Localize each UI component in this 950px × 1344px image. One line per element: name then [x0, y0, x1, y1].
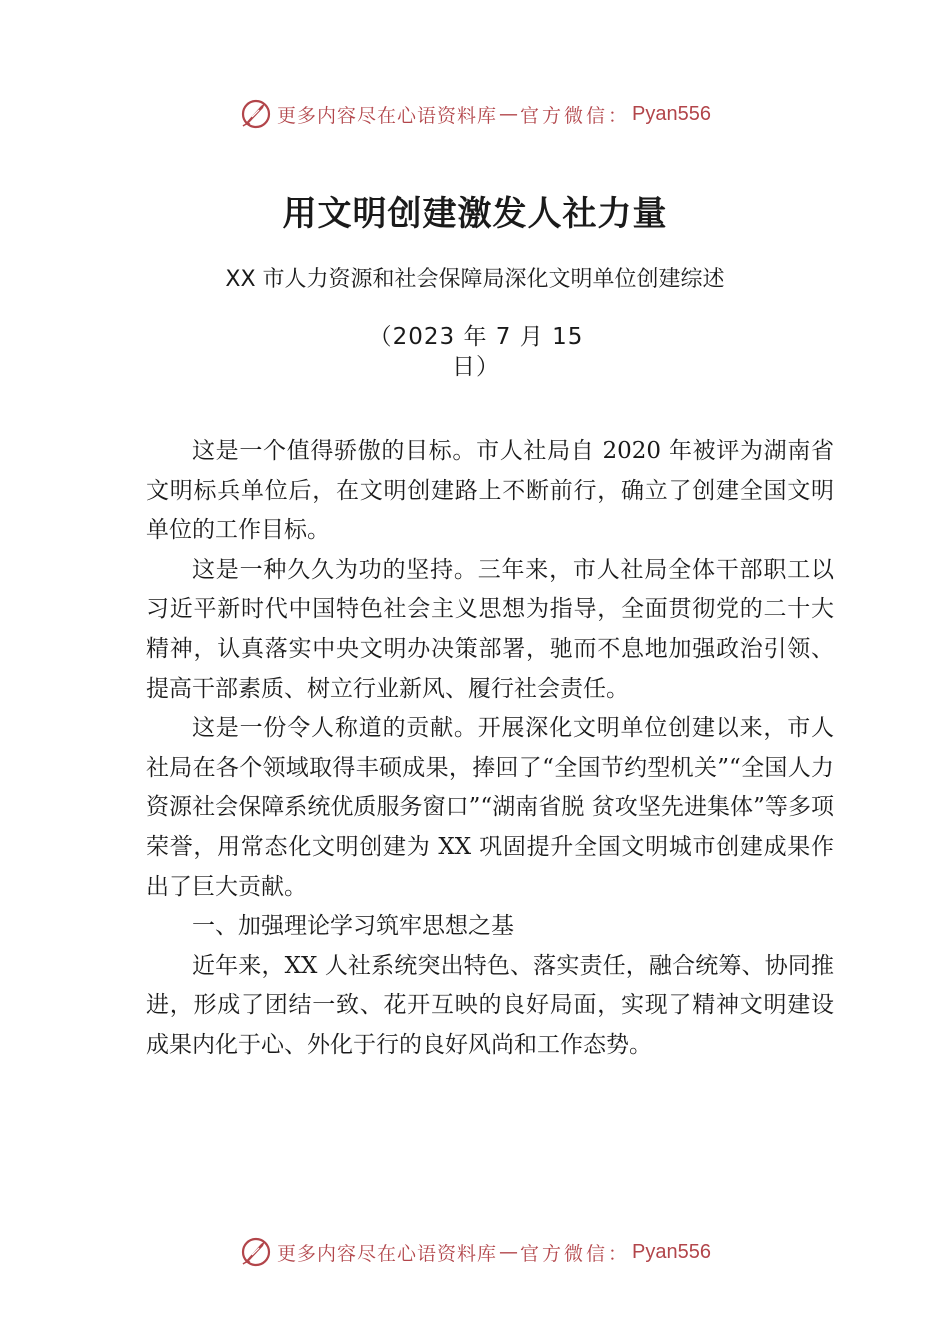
paragraph: 这是一种久久为功的坚持。三年来，市人社局全体干部职工以习近平新时代中国特色社会主义思想为指导，全面贯彻党的二十大精神，认真落实中央文明办决策部署，驰而不息地加强政治引领、提高干部素质、树立行业新风、履行社会责任。 — [146, 556, 834, 702]
watermark-text: 更多内容尽在心语资料库 — [277, 104, 498, 127]
watermark-wechat-label: 官方微信： — [520, 1242, 631, 1265]
document-body — [146, 432, 834, 1066]
watermark-wechat-label: 官方微信： — [520, 104, 631, 127]
watermark-separator: — — [499, 1241, 519, 1263]
watermark-separator: — — [499, 103, 519, 125]
document-title: 用文明创建激发人社力量 — [282, 194, 668, 234]
watermark-banner-top — [0, 94, 950, 134]
watermark-wechat-id: Pyan556 — [632, 1240, 711, 1263]
paragraph: 这是一份令人称道的贡献。开展深化文明单位创建以来，市人社局在各个领域取得丰硕成果，捧回了“全国节约型机关”“全国人力资源社会保障系统优质服务窗口”“湖南省脱 贫攻坚先进集体”等多项荣誉，用常态化文明创建为 XX 巩固提升全国文明城市创建成果作出了巨大贡献。 — [146, 715, 834, 900]
document-date: （2023 年 7 月 15 日） — [368, 324, 584, 380]
document-subtitle: XX 市人力资源和社会保障局深化文明单位创建综述 — [225, 267, 725, 292]
quill-pen-logo-icon — [239, 1235, 273, 1269]
section-heading: 一、加强理论学习筑牢思想之基 — [192, 913, 514, 940]
watermark-text: 更多内容尽在心语资料库 — [277, 1242, 498, 1265]
quill-pen-logo-icon — [239, 97, 273, 131]
watermark-wechat-id: Pyan556 — [632, 102, 711, 125]
watermark-banner-bottom — [0, 1232, 950, 1272]
paragraph: 近年来，XX 人社系统突出特色、落实责任，融合统筹、协同推进，形成了团结一致、花开互映的良好局面，实现了精神文明建设成果内化于心、外化于行的良好风尚和工作态势。 — [146, 952, 834, 1058]
paragraph: 这是一个值得骄傲的目标。市人社局自 2020 年被评为湖南省文明标兵单位后，在文明创建路上不断前行，确立了创建全国文明单位的工作目标。 — [146, 438, 834, 544]
